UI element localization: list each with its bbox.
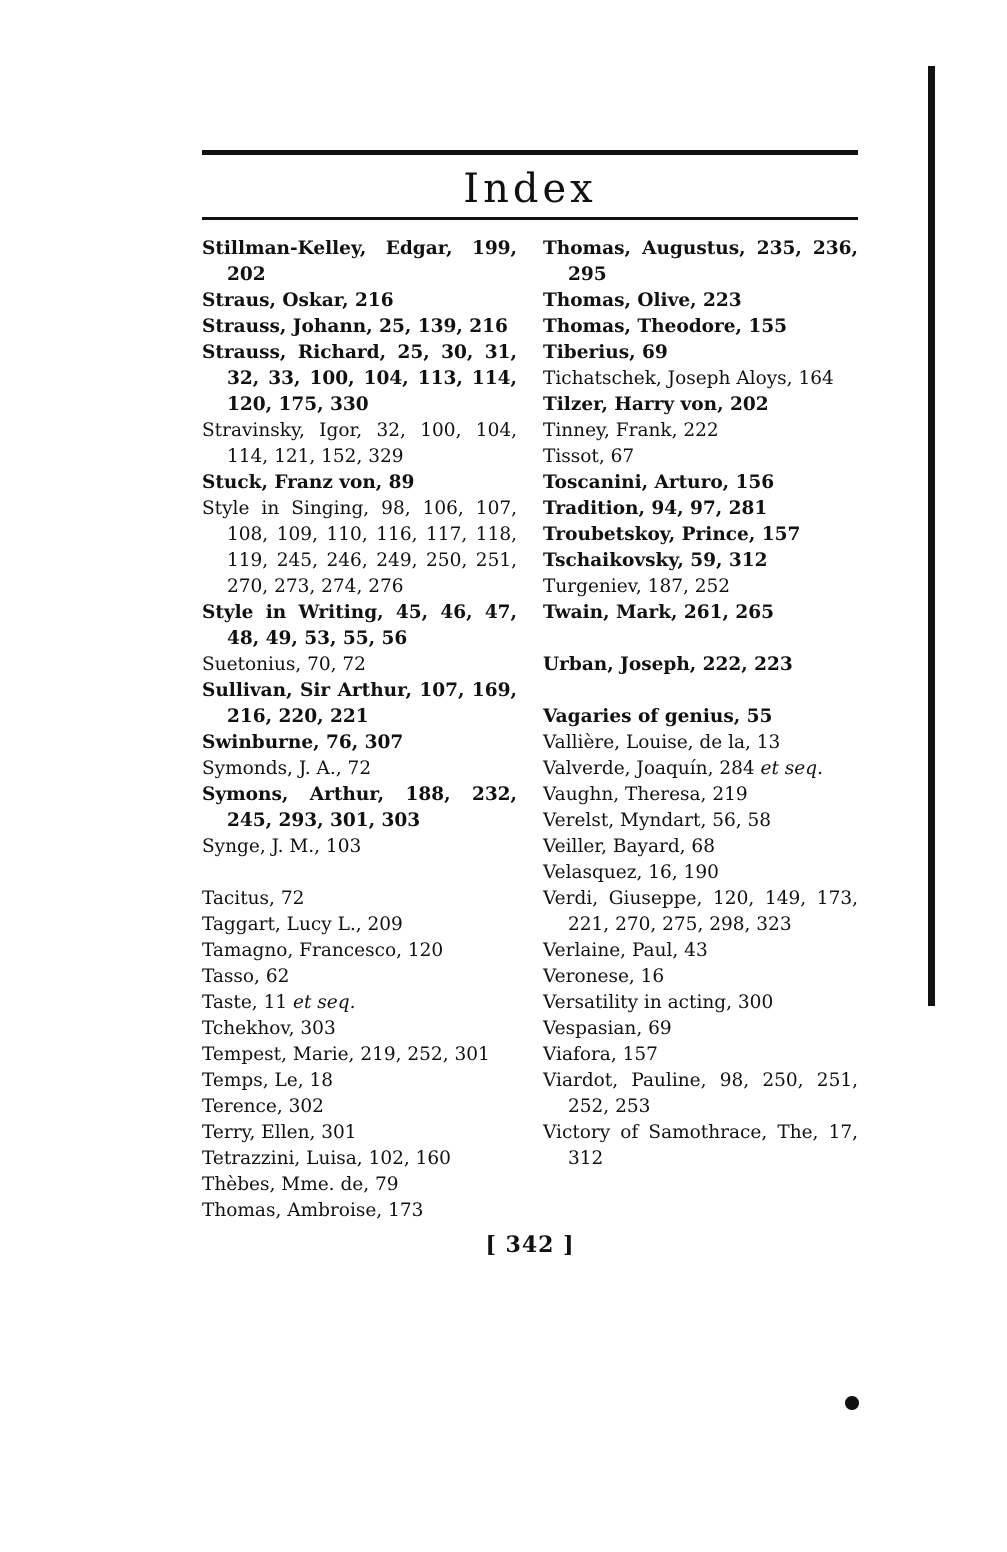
index-entry-text: Tschaikovsky, 59, 312 (543, 550, 768, 571)
index-entry (543, 470, 858, 496)
index-entry (543, 392, 858, 418)
index-entry (202, 1172, 517, 1198)
index-entry-text: Temps, Le, 18 (202, 1070, 334, 1091)
index-entry (543, 756, 858, 782)
index-entry-text: Tasso, 62 (202, 966, 290, 987)
index-entry (543, 314, 858, 340)
index-entry-text: Urban, Joseph, 222, 223 (543, 654, 793, 675)
index-entry-text: Versatility in acting, 300 (543, 992, 774, 1013)
index-entry (202, 496, 517, 600)
page-number: [ 342 ] (485, 1232, 575, 1258)
index-entry-text: Velasquez, 16, 190 (543, 862, 719, 883)
index-entry (202, 1146, 517, 1172)
index-entry (202, 314, 517, 340)
index-entry (543, 522, 858, 548)
index-entry-text: Terence, 302 (202, 1096, 324, 1117)
index-entry (543, 938, 858, 964)
index-entry (543, 652, 858, 678)
index-entry-text: Thèbes, Mme. de, 79 (202, 1174, 399, 1195)
index-entry (543, 1120, 858, 1172)
index-entry (543, 444, 858, 470)
index-entry-text: Strauss, Johann, 25, 139, 216 (202, 316, 508, 337)
index-entry-text: Viardot, Pauline, 98, 250, 251, 252, 253 (543, 1070, 858, 1117)
index-entry-text: Turgeniev, 187, 252 (543, 576, 731, 597)
index-entry (543, 1068, 858, 1120)
section-gap (543, 678, 858, 704)
index-entry (543, 990, 858, 1016)
index-entry-text: Symons, Arthur, 188, 232, 245, 293, 301, 303 (202, 784, 517, 831)
index-entry-text: Suetonius, 70, 72 (202, 654, 366, 675)
index-entry-text: Terry, Ellen, 301 (202, 1122, 357, 1143)
index-entry-text: Verelst, Myndart, 56, 58 (543, 810, 772, 831)
index-entry (202, 990, 517, 1016)
index-entry-text: Tchekhov, 303 (202, 1018, 336, 1039)
index-entry-text: Veiller, Bayard, 68 (543, 836, 715, 857)
index-entry (543, 574, 858, 600)
index-entry-text: Thomas, Olive, 223 (543, 290, 742, 311)
index-entry (543, 730, 858, 756)
index-entry (202, 964, 517, 990)
index-entry (202, 1120, 517, 1146)
index-entry-text: Verlaine, Paul, 43 (543, 940, 708, 961)
index-entry-text: Tradition, 94, 97, 281 (543, 498, 768, 519)
index-entry-text: Toscanini, Arturo, 156 (543, 472, 775, 493)
index-page (202, 150, 858, 1258)
index-entry-text: Vagaries of genius, 55 (543, 706, 773, 727)
index-entry-text: Vallière, Louise, de la, 13 (543, 732, 781, 753)
index-entry (543, 886, 858, 938)
index-entry (202, 1016, 517, 1042)
index-entry (543, 236, 858, 288)
index-entry-text: Vespasian, 69 (543, 1018, 672, 1039)
index-entry-text: Victory of Samothrace, The, 17, 312 (543, 1122, 858, 1169)
section-gap (543, 626, 858, 652)
index-entry-text: Thomas, Ambroise, 173 (202, 1200, 424, 1221)
index-entry-suffix: et seq. (760, 758, 823, 779)
index-entry (543, 418, 858, 444)
index-entry (543, 834, 858, 860)
index-entry (543, 1016, 858, 1042)
index-entry (202, 782, 517, 834)
index-entry-text: Tetrazzini, Luisa, 102, 160 (202, 1148, 451, 1169)
index-entry (543, 1042, 858, 1068)
index-entry-text: Stillman-Kelley, Edgar, 199, 202 (202, 238, 517, 285)
index-entry (543, 808, 858, 834)
left-column (202, 236, 517, 1224)
index-entry-text: Taggart, Lucy L., 209 (202, 914, 403, 935)
index-entry-text: Thomas, Theodore, 155 (543, 316, 788, 337)
index-entry-text: Tacitus, 72 (202, 888, 305, 909)
index-entry-text: Troubetskoy, Prince, 157 (543, 524, 801, 545)
index-entry-text: Stravinsky, Igor, 32, 100, 104, 114, 121, 152, 329 (202, 420, 517, 467)
index-entry (202, 418, 517, 470)
index-entry-text: Tiberius, 69 (543, 342, 668, 363)
index-entry-text: Valverde, Joaquín, 284 (543, 758, 755, 779)
index-entry (543, 496, 858, 522)
index-entry (202, 886, 517, 912)
index-entry (202, 652, 517, 678)
section-gap (202, 860, 517, 886)
page-title: Index (463, 166, 597, 212)
header-rule-top (202, 150, 858, 155)
index-entry-text: Stuck, Franz von, 89 (202, 472, 415, 493)
scan-edge-bar (928, 66, 935, 1006)
index-entry-text: Swinburne, 76, 307 (202, 732, 404, 753)
index-entry-text: Veronese, 16 (543, 966, 665, 987)
index-entry (202, 834, 517, 860)
index-entry (202, 756, 517, 782)
index-entry-text: Twain, Mark, 261, 265 (543, 602, 775, 623)
index-entry (543, 704, 858, 730)
index-entry-text: Tinney, Frank, 222 (543, 420, 719, 441)
index-entry (543, 860, 858, 886)
index-entry-text: Tichatschek, Joseph Aloys, 164 (543, 368, 834, 389)
index-entry-text: Sullivan, Sir Arthur, 107, 169, 216, 220, 221 (202, 680, 517, 727)
index-entry (543, 288, 858, 314)
index-entry (543, 782, 858, 808)
scan-dot (845, 1396, 859, 1410)
right-column (543, 236, 858, 1224)
index-entry-text: Strauss, Richard, 25, 30, 31, 32, 33, 100, 104, 113, 114, 120, 175, 330 (202, 342, 517, 415)
index-entry-text: Taste, 11 (202, 992, 288, 1013)
index-entry (202, 1094, 517, 1120)
index-entry-text: Viafora, 157 (543, 1044, 658, 1065)
index-entry-text: Tamagno, Francesco, 120 (202, 940, 444, 961)
index-entry-text: Style in Writing, 45, 46, 47, 48, 49, 53, 55, 56 (202, 602, 517, 649)
index-entry-text: Thomas, Augustus, 235, 236, 295 (543, 238, 858, 285)
index-entry-text: Synge, J. M., 103 (202, 836, 362, 857)
index-entry (543, 340, 858, 366)
index-entry (202, 600, 517, 652)
index-entry-text: Tilzer, Harry von, 202 (543, 394, 769, 415)
index-entry (202, 1042, 517, 1068)
index-entry-text: Tissot, 67 (543, 446, 635, 467)
index-entry (202, 1198, 517, 1224)
index-entry-text: Style in Singing, 98, 106, 107, 108, 109, 110, 116, 117, 118, 119, 245, 246, 249, 250, 251, 270, 273, 274, 276 (202, 498, 517, 597)
index-entry (543, 548, 858, 574)
index-entry (202, 288, 517, 314)
index-entry-text: Vaughn, Theresa, 219 (543, 784, 748, 805)
index-entry (202, 912, 517, 938)
index-entry-text: Verdi, Giuseppe, 120, 149, 173, 221, 270, 275, 298, 323 (543, 888, 858, 935)
index-entry (202, 470, 517, 496)
index-entry (202, 340, 517, 418)
index-entry-text: Tempest, Marie, 219, 252, 301 (202, 1044, 490, 1065)
index-entry-text: Straus, Oskar, 216 (202, 290, 394, 311)
index-entry-suffix: et seq. (293, 992, 356, 1013)
index-entry (202, 236, 517, 288)
index-entry (543, 964, 858, 990)
index-entry (543, 366, 858, 392)
index-entry (202, 678, 517, 730)
index-entry (202, 730, 517, 756)
index-entry (202, 938, 517, 964)
index-columns (202, 236, 858, 1224)
index-entry (202, 1068, 517, 1094)
index-entry-text: Symonds, J. A., 72 (202, 758, 372, 779)
index-entry (543, 600, 858, 626)
